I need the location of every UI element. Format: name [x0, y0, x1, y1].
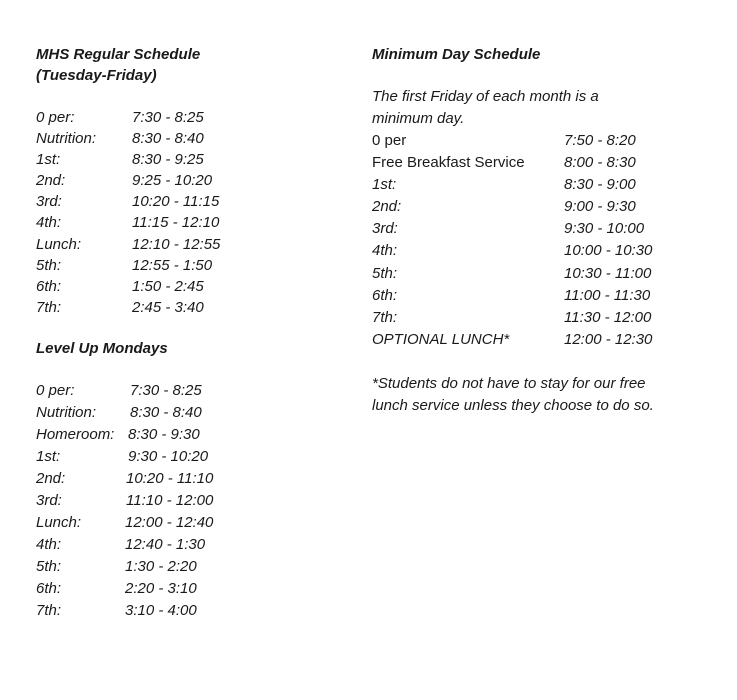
period-time: 11:15 - 12:10: [132, 214, 220, 232]
period-time: 9:30 - 10:20: [128, 447, 209, 465]
schedule-row: [36, 468, 336, 490]
schedule-row: [36, 255, 336, 276]
schedule-row: [36, 191, 336, 212]
schedule-row: [372, 263, 692, 285]
period-label: 3rd:: [36, 193, 62, 211]
period-label: OPTIONAL LUNCH*: [372, 330, 510, 348]
schedule-row: [36, 424, 336, 446]
period-label: 3rd:: [36, 491, 62, 509]
right-column: [372, 44, 692, 417]
schedule-row: [36, 297, 336, 318]
schedule-row: [36, 149, 336, 170]
period-label: 6th:: [36, 579, 62, 597]
period-label: 3rd:: [372, 220, 398, 238]
period-time: 10:00 - 10:30: [564, 242, 653, 260]
schedule-row: [372, 152, 692, 174]
schedule-row: [372, 218, 692, 240]
period-label: 6th:: [372, 286, 398, 304]
period-label: 4th:: [372, 242, 398, 260]
schedule-row: [36, 212, 336, 233]
period-label: 5th:: [36, 256, 62, 274]
period-time: 10:20 - 11:15: [132, 193, 220, 211]
period-time: 8:30 - 9:00: [564, 176, 636, 194]
period-label: 1st:: [372, 176, 397, 194]
minimum-day-title: Minimum Day Schedule: [372, 46, 541, 63]
schedule-row: [36, 402, 336, 424]
period-time: 10:30 - 11:00: [564, 264, 652, 282]
schedule-row: [372, 240, 692, 262]
minimum-day-intro: The first Friday of each month is a minimum day.: [372, 88, 599, 127]
period-label: Nutrition:: [36, 403, 97, 421]
period-time: 2:45 - 3:40: [132, 298, 204, 316]
schedule-row: [36, 534, 336, 556]
period-label: 5th:: [36, 557, 62, 575]
period-label: Lunch:: [36, 235, 82, 253]
period-label: Homeroom:: [36, 425, 115, 443]
schedule-row: [372, 130, 692, 152]
period-time: 8:30 - 8:40: [132, 130, 204, 148]
period-time: 9:30 - 10:00: [564, 220, 645, 238]
period-time: 11:30 - 12:00: [564, 308, 652, 326]
period-time: 12:40 - 1:30: [125, 535, 206, 553]
period-time: 9:00 - 9:30: [564, 198, 636, 216]
period-label: 7th:: [36, 298, 62, 316]
period-label: Nutrition:: [36, 130, 97, 148]
period-label: 6th:: [36, 277, 62, 295]
regular-title-line2: (Tuesday-Friday): [36, 67, 157, 84]
period-label: 2nd:: [36, 469, 66, 487]
period-label: 7th:: [372, 308, 398, 326]
schedule-row: [372, 307, 692, 329]
period-time: 7:30 - 8:25: [130, 381, 202, 399]
period-label: 4th:: [36, 535, 62, 553]
period-label: 7th:: [36, 601, 62, 619]
period-label: 0 per:: [36, 109, 75, 126]
period-time: 11:10 - 12:00: [126, 491, 214, 509]
schedule-row: [36, 512, 336, 534]
period-time: 1:50 - 2:45: [132, 277, 204, 295]
regular-schedule-title: [36, 44, 336, 86]
period-label: 1st:: [36, 151, 61, 169]
level-up-schedule-list: [36, 380, 336, 622]
period-time: 11:00 - 11:30: [564, 286, 651, 304]
period-time: 8:30 - 8:40: [130, 403, 202, 421]
period-label: 2nd:: [372, 198, 402, 216]
period-time: 10:20 - 11:10: [126, 469, 214, 487]
left-column: [36, 44, 336, 622]
period-label: 0 per:: [36, 381, 75, 399]
period-label: 5th:: [372, 264, 398, 282]
period-time: 3:10 - 4:00: [125, 601, 197, 619]
period-time: 8:30 - 9:30: [128, 425, 200, 443]
schedule-row: [372, 196, 692, 218]
schedule-row: [36, 600, 336, 622]
regular-schedule-list: [36, 107, 336, 318]
schedule-row: [36, 276, 336, 297]
period-label: 0 per: [372, 132, 407, 149]
schedule-row: [36, 170, 336, 191]
level-up-title: Level Up Mondays: [36, 339, 168, 357]
schedule-row: [36, 556, 336, 578]
period-label: 4th:: [36, 214, 62, 232]
schedule-row: [36, 234, 336, 255]
lunch-footnote: *Students do not have to stay for our free lunch service unless they choose to do so.: [372, 374, 654, 415]
period-time: 7:50 - 8:20: [564, 132, 636, 149]
period-label: Lunch:: [36, 513, 82, 531]
period-time: 1:30 - 2:20: [125, 557, 197, 575]
period-time: 12:10 - 12:55: [132, 235, 221, 253]
period-time: 12:00 - 12:30: [564, 330, 653, 348]
regular-title-line1: MHS Regular Schedule: [36, 46, 201, 63]
period-time: 8:00 - 8:30: [564, 154, 636, 172]
period-time: 9:25 - 10:20: [132, 172, 213, 190]
period-label: 2nd:: [36, 172, 66, 190]
schedule-row: [36, 380, 336, 402]
period-label: Free Breakfast Service: [372, 154, 525, 172]
period-label: 1st:: [36, 447, 61, 465]
schedule-row: [36, 578, 336, 600]
period-time: 12:00 - 12:40: [125, 513, 214, 531]
period-time: 12:55 - 1:50: [132, 256, 213, 274]
period-time: 8:30 - 9:25: [132, 151, 204, 169]
schedule-row: [36, 446, 336, 468]
schedule-row: [372, 329, 692, 351]
schedule-row: [36, 107, 336, 128]
schedule-row: [36, 128, 336, 149]
schedule-row: [372, 174, 692, 196]
period-time: 7:30 - 8:25: [132, 109, 204, 126]
schedule-row: [36, 490, 336, 512]
minimum-day-schedule-list: [372, 130, 692, 351]
schedule-row: [372, 285, 692, 307]
period-time: 2:20 - 3:10: [125, 579, 197, 597]
